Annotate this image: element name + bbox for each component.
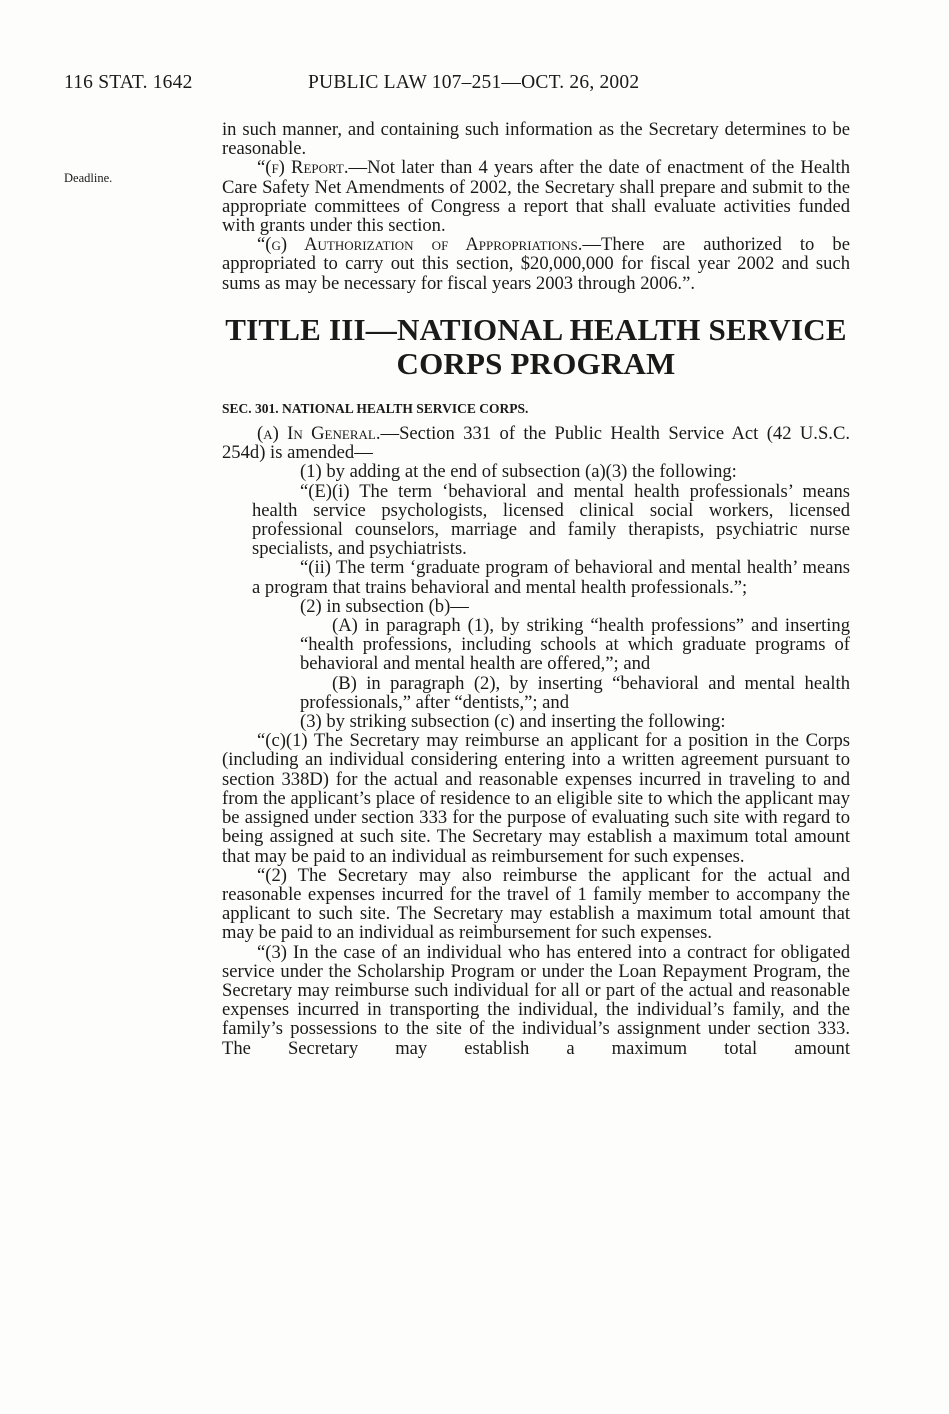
paragraph-continuation: in such manner, and containing such information as the Secretary determines to be reasonable. [222, 119, 850, 160]
subsection-f-heading: “(f) Report.— [257, 157, 368, 179]
margin-note-deadline: Deadline. [64, 171, 113, 185]
quoted-E-i: “(E)(i) The term ‘behavioral and mental health professionals’ means health service psychologists, licensed clinical social workers, licensed professional counselors, marriage and family therapists, psychiatric nurse specialists, and psychiatrists. [252, 480, 850, 560]
amendment-item-2A: (A) in paragraph (1), by striking “health professions” and inserting “health professions, including schools at which graduate programs of behavioral and mental health are offered,”; and [300, 615, 850, 675]
title-heading: TITLE III—NATIONAL HEALTH SERVICE CORPS PROGRAM [225, 311, 847, 381]
subsection-f-text: Not later than 4 years after the date of enactment of the Health Care Safety Net Amendments of 2002, the Secretary shall prepare and submit to the appropriate committees of Congress a report that shall evaluate activities funded with grants under this section. [222, 157, 850, 237]
quoted-c3: “(3) In the case of an individual who has entered into a contract for obligated service under the Scholarship Program or under the Loan Repayment Program, the Secretary may reimburse such individual for all or part of the actual and reasonable expenses incurred in transporting the individual, the individual’s family, and the family’s possessions to the site of the individual’s assignment under section 333. The Secretary may establish a maximum total amount [222, 941, 850, 1059]
subsection-g-text: There are authorized to be appropriated to carry out this section, $20,000,000 for fiscal year 2002 and such sums as may be necessary for fiscal years 2003 through 2006.”. [222, 234, 850, 294]
subsection-a-heading: (a) In General.— [257, 423, 400, 445]
quoted-c1: “(c)(1) The Secretary may reimburse an applicant for a position in the Corps (including an individual considering entering into a written agreement pursuant to section 338D) for the actual and reasonable expenses incurred in traveling to and from the applicant’s place of residence to an eligible site to which the applicant may be assigned under section 333 for the purpose of evaluating such site with regard to being assigned at such site. The Secretary may establish a maximum total amount that may be paid to an individual as reimbursement for such expenses. [222, 730, 850, 867]
subsection-f [222, 158, 850, 235]
amendment-item-3: (3) by striking subsection (c) and inserting the following: [300, 711, 726, 733]
document-body [222, 120, 850, 1058]
amendment-item-2B: (B) in paragraph (2), by inserting “behavioral and mental health professionals,” after “dentists,”; and [300, 672, 850, 713]
subsection-a [222, 424, 850, 462]
section-heading: SEC. 301. NATIONAL HEALTH SERVICE CORPS. [222, 400, 529, 416]
sub-items-2 [222, 616, 850, 712]
subsection-a-text: Section 331 of the Public Health Service Act (42 U.S.C. 254d) is amended— [222, 423, 850, 464]
quoted-c2: “(2) The Secretary may also reimburse the applicant for the actual and reasonable expenses incurred for the travel of 1 family member to accompany the applicant to such site. The Secretary may establish a maximum total amount that may be paid to an individual as reimbursement for such expenses. [222, 864, 850, 944]
amendment-item-1: (1) by adding at the end of subsection (a)(3) the following: [300, 461, 737, 483]
amendment-item-2: (2) in subsection (b)— [300, 595, 469, 617]
subsection-g [222, 235, 850, 293]
subsection-g-heading: “(g) Authorization of Appropriations.— [257, 234, 602, 256]
quoted-block-1 [222, 482, 850, 597]
quoted-ii: “(ii) The term ‘graduate program of behavioral and mental health’ means a program that trains behavioral and mental health professionals.”; [252, 557, 850, 598]
public-law-header: PUBLIC LAW 107–251—OCT. 26, 2002 [308, 72, 640, 93]
statute-citation: 116 STAT. 1642 [64, 72, 193, 93]
